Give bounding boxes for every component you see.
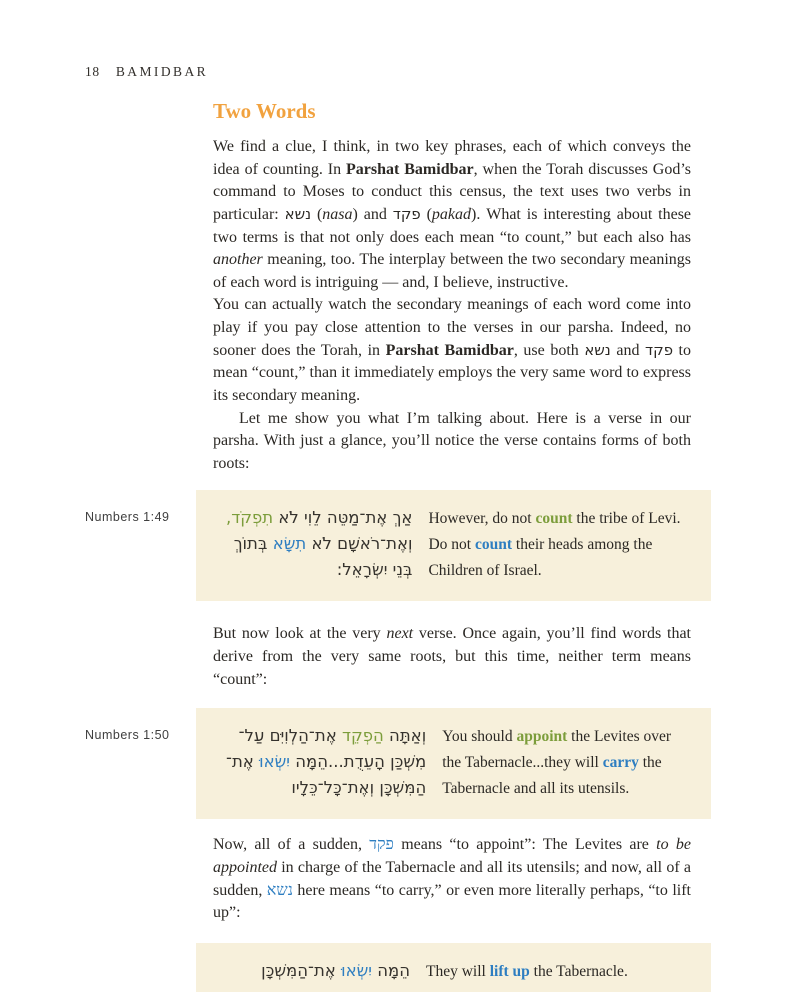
hebrew-verse-line: הֵמָּה יִשְׂאוּ אֶת־הַמִּשְׁכָּן	[261, 960, 410, 980]
hebrew-verse-text	[226, 723, 426, 802]
verse-reference: Numbers 1:49	[85, 510, 170, 525]
paragraph-let-me-show: Let me show you what I’m talking about. Here is a verse in our parsha. With just a glance, you’ll notice the verse contains forms of both roots:	[213, 409, 691, 472]
hebrew-verse-line: וְאַתָּה הַפְקֵד אֶת־הַלְוִיִּם עַל־	[238, 726, 427, 746]
hebrew-verse-line: הַמִּשְׁכָּן וְאֶת־כָּל־כֵּלָיו	[291, 778, 427, 798]
page-number: 18	[85, 64, 100, 79]
verse-block-lift-up	[0, 943, 800, 992]
page-content	[0, 100, 800, 992]
hebrew-verse-line: אַךְ אֶת־מַטֵּה לֵוִי לֹא תִפְקֹד,	[226, 508, 413, 528]
paragraph-next-verse: But now look at the very next verse. Once again, you’ll find words that derive from the very same roots, but this time, neither term means “count”:	[213, 625, 692, 688]
english-verse-translation: You should appoint the Levites over the Tabernacle...they will carry the Tabernacle and all its utensils.	[442, 728, 672, 798]
verse-block-numbers-1-49	[0, 490, 800, 601]
paragraph-intro: We find a clue, I think, in two key phrases, each of which conveys the idea of counting. In Parshat Bamidbar, when the Torah discusses God’s command to Moses to conduct this census, the text uses two verbs in particular: נשא (nasa) and פקד (pakad). What is interesting about these two terms is that not only does each mean “to count,” but each also has another meaning, too. The interplay between the two secondary meanings of each word is intriguing — and, I believe, instructive.	[213, 138, 692, 291]
verse-reference: Numbers 1:50	[85, 728, 170, 743]
running-head	[85, 64, 800, 80]
section-heading: Two Words	[213, 99, 316, 123]
hebrew-verse-text	[226, 505, 412, 584]
book-title: BAMIDBAR	[115, 64, 209, 79]
hebrew-verse-text	[226, 958, 410, 985]
verse-box	[196, 708, 711, 819]
verse-box	[196, 943, 711, 992]
verse-box	[196, 490, 711, 601]
english-verse-translation: However, do not count the tribe of Levi. Do not count their heads among the Children of Israel.	[428, 510, 681, 580]
paragraph-sudden-meanings: Now, all of a sudden, פקד means “to appoint”: The Levites are to be appointed in charge of the Tabernacle and all its utensils; and now, all of a sudden, נשא here means “to carry,” or even more literally perhaps, “to lift up”:	[213, 836, 692, 922]
english-verse-translation: They will lift up the Tabernacle.	[426, 962, 628, 980]
hebrew-verse-line: בְּנֵי יִשְׂרָאֵל:	[336, 560, 413, 580]
verse-block-numbers-1-50	[0, 708, 800, 819]
hebrew-verse-line: מִשְׁכַּן הָעֵדֻת...הֵמָּה יִשְׂאוּ אֶת־	[226, 752, 427, 772]
paragraph-secondary-meanings: You can actually watch the secondary meanings of each word come into play if you pay close attention to the verses in our parsha. Indeed, no sooner does the Torah, in Parshat Bamidbar, use both נשא and פקד to mean “count,” than it immediately employs the very same word to express its secondary meaning.	[213, 296, 691, 404]
hebrew-verse-line: וְאֶת־רֹאשָׁם לֹא תִשָּׂא בְּתוֹךְ	[233, 534, 413, 554]
